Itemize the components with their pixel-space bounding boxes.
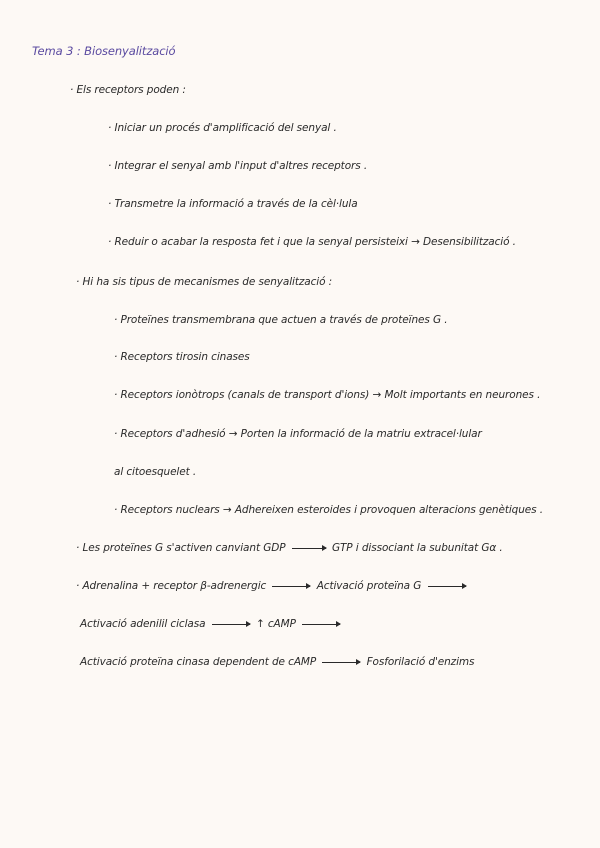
note-line: · Transmetre la informació a través de la cèl·lula [108,198,358,210]
note-line: · Receptors tirosin cinases [114,351,250,363]
note-line: · Receptors d'adhesió → Porten la informació de la matriu extracel·lular [114,428,482,440]
note-text: Activació proteïna G [316,580,422,592]
page-title: Tema 3 : Biosenyalització [32,44,176,58]
note-text: · Les proteïnes G s'activen canviant GDP [76,542,286,554]
note-line: · Integrar el senyal amb l'input d'altres receptors . [108,160,368,172]
note-line [80,617,343,631]
arrow-icon [272,586,310,587]
note-text: Activació adenilil ciclasa [80,618,206,630]
arrow-icon [428,586,466,587]
note-line [76,541,503,555]
note-text: ↑ cAMP [255,618,296,630]
note-text: Activació proteïna cinasa dependent de cAMP [80,656,317,668]
arrow-icon [322,662,360,663]
arrow-icon [302,624,340,625]
note-line: · Reduir o acabar la resposta fet i que la senyal persisteixi → Desensibilització . [108,236,516,248]
note-line: al citoesquelet . [114,466,197,478]
note-line [76,579,469,593]
note-line: · Receptors nuclears → Adhereixen esteroides i provoquen alteracions genètiques . [114,504,543,516]
note-line: · Els receptors poden : [70,84,186,96]
note-text: · Adrenalina + receptor β-adrenergic [76,580,267,592]
note-line: · Proteïnes transmembrana que actuen a través de proteïnes G . [114,314,448,326]
note-line: · Hi ha sis tipus de mecanismes de senyalització : [76,276,333,288]
note-line: · Iniciar un procés d'amplificació del senyal . [108,122,337,134]
note-line: · Receptors ionòtrops (canals de transport d'ions) → Molt importants en neurones . [114,389,541,401]
arrow-icon [212,624,250,625]
arrow-icon [292,548,326,549]
note-text: Fosforilació d'enzims [366,656,475,668]
note-text: GTP i dissociant la subunitat Gα . [331,542,503,554]
note-line [80,655,474,669]
